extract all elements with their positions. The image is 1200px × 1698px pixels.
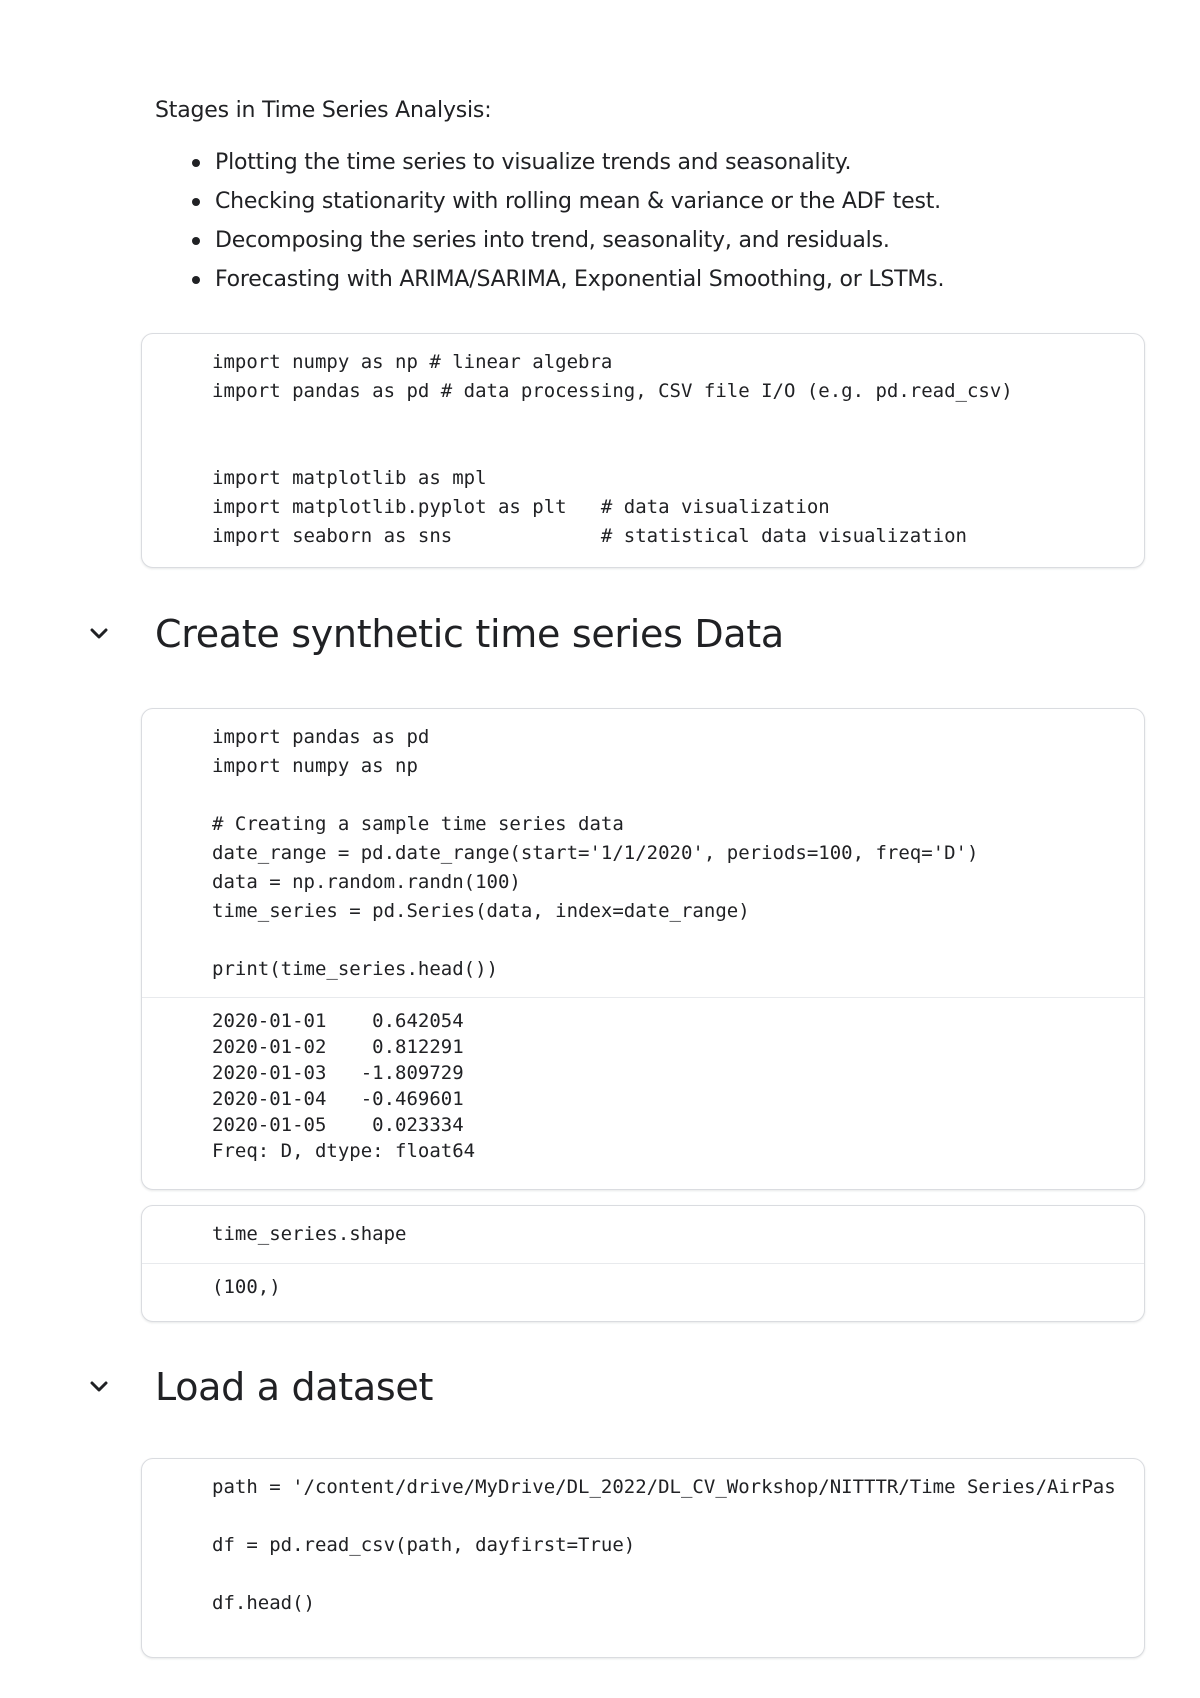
chevron-down-icon[interactable] [88, 1376, 110, 1398]
code-editor[interactable]: time_series.shape [212, 1223, 407, 1245]
intro-heading: Stages in Time Series Analysis: [155, 98, 492, 123]
code-cell-synthetic[interactable] [141, 708, 1145, 1190]
section-header-load [88, 1357, 1088, 1417]
list-item: Checking stationarity with rolling mean & variance or the ADF test. [215, 182, 1135, 221]
cell-output: 2020-01-01 0.642054 2020-01-02 0.812291 2020-01-03 -1.809729 2020-01-04 -0.469601 2020-01-05 0.023334 Freq: D, dtype: float64 [142, 997, 1144, 1164]
code-cell-shape[interactable] [141, 1205, 1145, 1322]
code-cell-load[interactable] [141, 1458, 1145, 1658]
list-item: Plotting the time series to visualize trends and seasonality. [215, 143, 1135, 182]
markdown-intro [155, 98, 1135, 299]
list-item: Forecasting with ARIMA/SARIMA, Exponential Smoothing, or LSTMs. [215, 260, 1135, 299]
code-editor[interactable]: path = '/content/drive/MyDrive/DL_2022/DL_CV_Workshop/NITTTR/Time Series/AirPas df = pd.read_csv(path, dayfirst=True) df.head() [212, 1476, 1116, 1614]
code-cell-imports[interactable] [141, 333, 1145, 568]
code-editor[interactable]: import pandas as pd import numpy as np # Creating a sample time series data date_range = pd.date_range(start='1/1/2020', periods=100, freq='D') data = np.random.randn(100) time_series = pd.Series(data, index=date_range) print(time_series.head()) [212, 726, 979, 980]
stages-list [155, 143, 1135, 299]
chevron-down-icon[interactable] [88, 623, 110, 645]
section-title: Load a dataset [155, 1365, 434, 1409]
code-editor[interactable]: import numpy as np # linear algebra import pandas as pd # data processing, CSV file I/O (e.g. pd.read_csv) import matplotlib as mpl import matplotlib.pyplot as plt # data visualization import seaborn as sns # statistical data visualization [212, 351, 1013, 547]
section-title: Create synthetic time series Data [155, 612, 784, 656]
cell-output: (100,) [142, 1263, 1144, 1300]
list-item: Decomposing the series into trend, seasonality, and residuals. [215, 221, 1135, 260]
section-header-synthetic [88, 604, 1088, 664]
